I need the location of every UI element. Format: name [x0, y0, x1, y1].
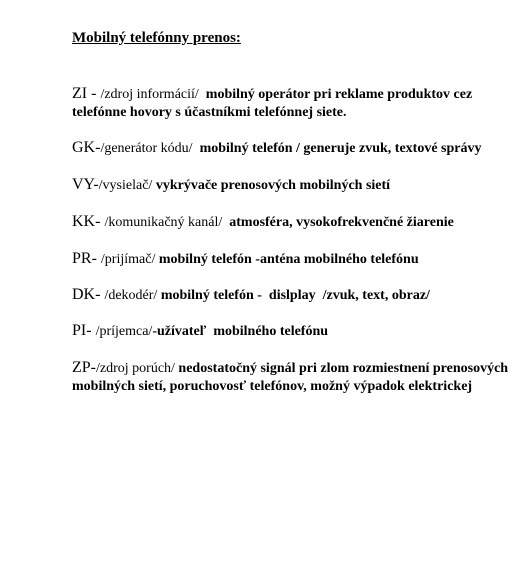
- entry-zi: [72, 85, 472, 122]
- entry-sep: -: [95, 286, 105, 303]
- entry-pr: [72, 250, 419, 269]
- entry-expl: /prijímač/: [100, 252, 156, 267]
- entry-abbr: DK: [72, 286, 96, 303]
- entry-gk: [72, 139, 482, 158]
- entry-vy: [72, 176, 390, 195]
- entry-expl: /generátor kódu/: [100, 141, 193, 156]
- entry-sep: -: [91, 250, 101, 267]
- entry-kk: [72, 213, 454, 232]
- entry-desc: -užívateľ mobilného telefónu: [152, 324, 329, 339]
- entry-expl: /zdroj informácií/: [100, 87, 199, 102]
- entry-desc: mobilný telefón - dislplay /zvuk, text, obraz/: [157, 288, 430, 303]
- document-title: Mobilný telefónny prenos:: [72, 30, 241, 46]
- entry-abbr: GK: [72, 139, 96, 156]
- entry-expl: /dekodér/: [104, 288, 158, 303]
- entry-expl: /komunikačný kanál/: [104, 215, 223, 230]
- entry-abbr: PR: [72, 250, 92, 267]
- entry-desc-line2: mobilných sietí, poruchovosť telefónov, možný výpadok elektrickej: [72, 379, 473, 394]
- entry-desc: mobilný operátor pri reklame produktov cez: [198, 87, 473, 102]
- entry-zp: [72, 359, 508, 396]
- entry-abbr: VY: [72, 176, 94, 193]
- entry-sep: -: [93, 176, 99, 193]
- entry-desc: mobilný telefón -anténa mobilného telefónu: [155, 252, 419, 267]
- entry-expl: /vysielač/: [98, 178, 153, 193]
- entry-abbr: ZP: [72, 359, 91, 376]
- entry-abbr: PI: [72, 322, 87, 339]
- entry-desc: nedostatočný signál pri zlom rozmiestnení prenosových: [174, 361, 509, 376]
- entry-sep: -: [86, 322, 96, 339]
- entry-abbr: KK: [72, 213, 96, 230]
- entry-sep: -: [90, 359, 96, 376]
- entry-desc: atmosféra, vysokofrekvenčné žiarenie: [222, 215, 454, 230]
- entry-desc: vykrývače prenosových mobilných sietí: [152, 178, 391, 193]
- entry-dk: [72, 286, 430, 305]
- entry-abbr: ZI: [72, 85, 88, 102]
- entry-expl: /príjemca/: [95, 324, 153, 339]
- entry-desc-line2: telefónne hovory s účastníkmi telefónnej siete.: [72, 105, 347, 120]
- entry-desc: mobilný telefón / generuje zvuk, textové správy: [192, 141, 482, 156]
- entry-sep: -: [87, 85, 101, 102]
- entry-pi: [72, 322, 328, 341]
- entry-sep: -: [95, 139, 101, 156]
- entry-expl: /zdroj porúch/: [96, 361, 175, 376]
- entry-sep: -: [95, 213, 105, 230]
